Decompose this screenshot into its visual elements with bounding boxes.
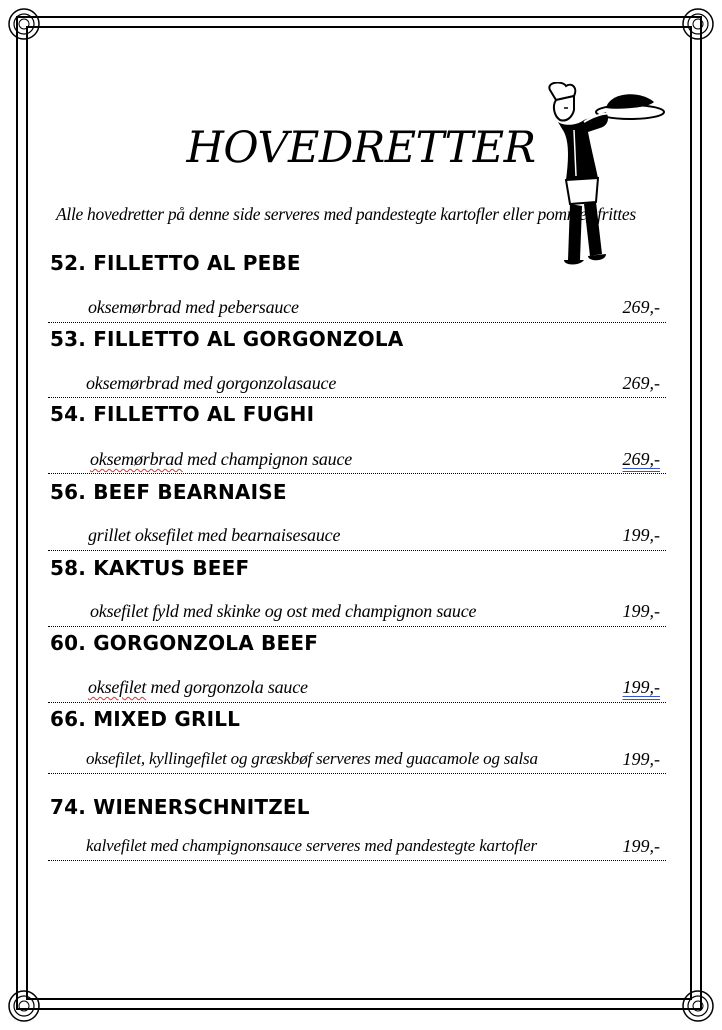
dish-description-rest: med champignon sauce [182, 449, 353, 469]
dish-price: 269,- [622, 373, 660, 393]
dish-description: grillet oksefilet med bearnaisesauce [88, 525, 341, 545]
dish-price: 199,- [622, 749, 660, 769]
dish-description-rest: med gorgonzola sauce [146, 677, 308, 697]
dish-divider [48, 322, 666, 323]
dish-price: 269,- [622, 449, 660, 469]
misspelled-word: oksefilet [88, 677, 147, 697]
dish-name: 56. BEEF BEARNAISE [50, 480, 287, 504]
dish-divider [48, 550, 666, 551]
dish-price: 269,- [622, 297, 660, 317]
dish-name: 74. WIENERSCHNITZEL [50, 795, 310, 819]
dish-name: 58. KAKTUS BEEF [50, 556, 250, 580]
dish-name: 52. FILLETTO AL PEBE [50, 251, 301, 275]
dish-description: oksemørbrad med pebersauce [88, 297, 299, 317]
dish-divider [48, 397, 666, 398]
corner-ornament-icon [6, 988, 42, 1024]
dish-divider [48, 702, 666, 703]
dish-divider [48, 473, 666, 474]
dish-description: oksemørbrad med gorgonzolasauce [86, 373, 337, 393]
dish-name: 66. MIXED GRILL [50, 707, 241, 731]
dish-divider [48, 860, 666, 861]
dish-description: kalvefilet med champignonsauce serveres med pandestegte kartofler [86, 836, 537, 855]
dish-price: 199,- [622, 525, 660, 545]
misspelled-word: oksemørbrad [90, 449, 183, 469]
corner-ornament-icon [680, 988, 716, 1024]
corner-ornament-icon [6, 6, 42, 42]
dish-name: 53. FILLETTO AL GORGONZOLA [50, 327, 404, 351]
menu-subtitle: Alle hovedretter på denne side serveres med pandestegte kartofler eller pommes frittes [56, 204, 636, 224]
dish-description [88, 677, 308, 698]
dish-description: oksefilet, kyllingefilet og græskbøf serveres med guacamole og salsa [86, 749, 538, 768]
chef-carrying-platter-icon [544, 82, 668, 268]
dish-price: 199,- [622, 677, 660, 697]
dish-description [90, 449, 352, 470]
page-title: HOVEDRETTER [186, 123, 536, 173]
dish-divider [48, 626, 666, 627]
dish-description: oksefilet fyld med skinke og ost med champignon sauce [90, 601, 477, 621]
dish-name: 54. FILLETTO AL FUGHI [50, 402, 315, 426]
corner-ornament-icon [680, 6, 716, 42]
dish-price: 199,- [622, 601, 660, 621]
dish-divider [48, 773, 666, 774]
dish-price: 199,- [622, 836, 660, 856]
dish-name: 60. GORGONZOLA BEEF [50, 631, 319, 655]
